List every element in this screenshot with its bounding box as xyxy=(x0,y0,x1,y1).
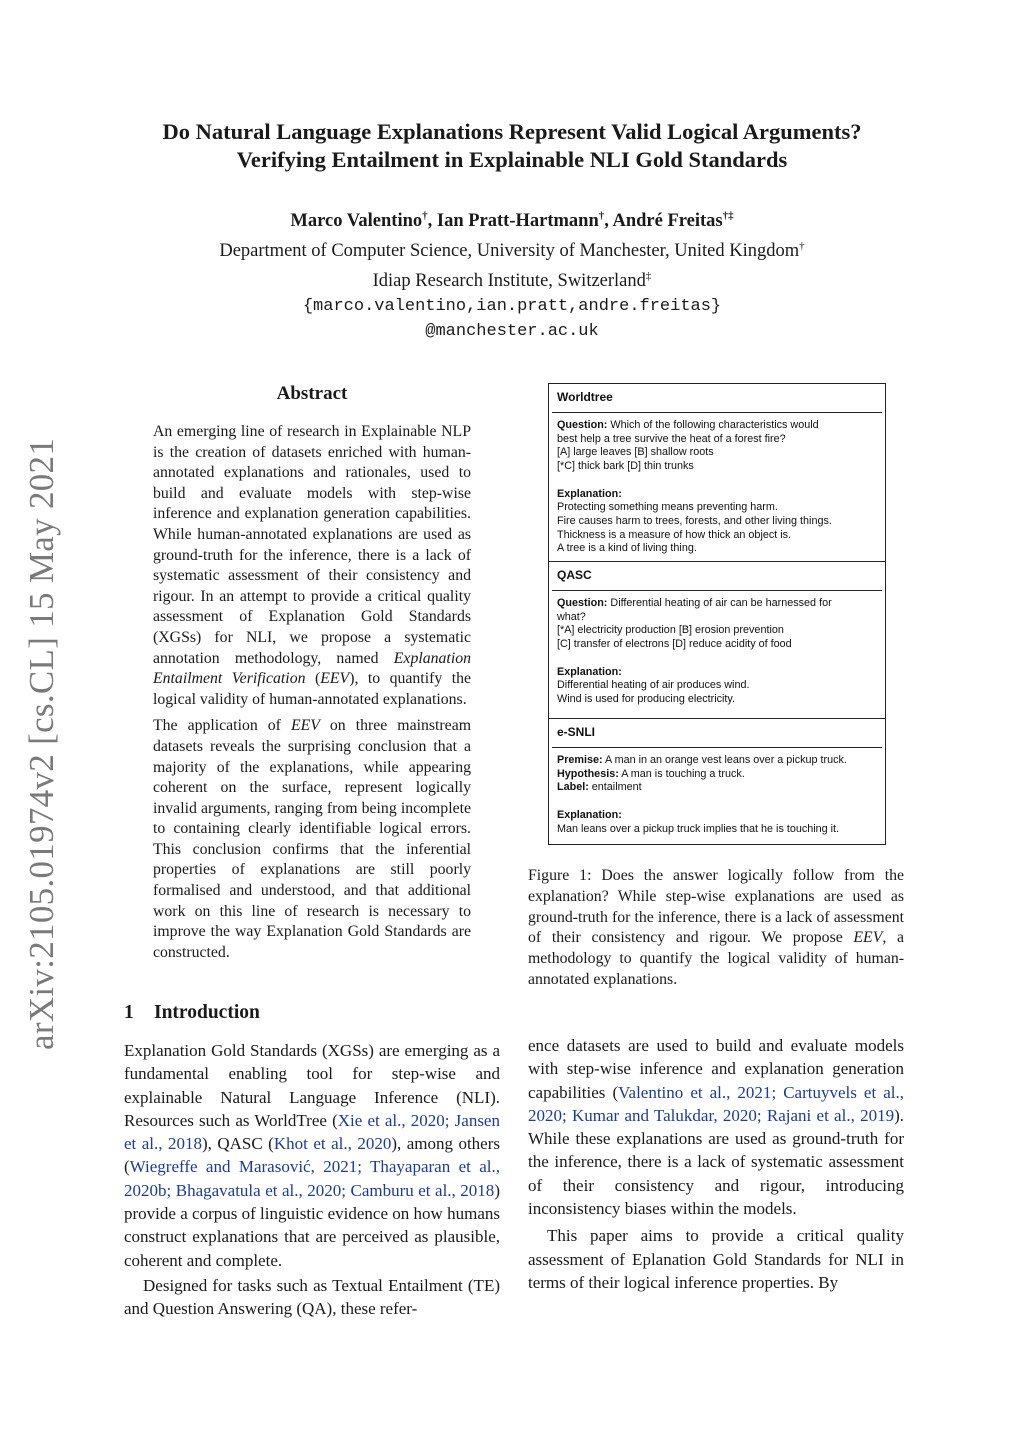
figure-worldtree-section xyxy=(549,384,885,556)
author-3: André Freitas xyxy=(612,211,723,232)
abstract-paragraph-2 xyxy=(153,716,471,963)
citation-link[interactable]: Rajani et al., 2019 xyxy=(766,1105,895,1125)
author-2-mark: † xyxy=(598,210,605,222)
affiliation-2-text: Idiap Research Institute, Switzerland xyxy=(372,271,646,292)
answer-options: [*A] electricity production [B] erosion prevention xyxy=(557,624,784,637)
figure-esnli-section xyxy=(549,718,885,836)
question-text: Differential heating of air can be harnessed for xyxy=(607,597,832,609)
esnli-heading: e-SNLI xyxy=(557,725,596,739)
intro-text: ), among others ( xyxy=(124,1134,500,1177)
affiliation-1-mark: † xyxy=(799,240,805,253)
paper-title xyxy=(100,118,924,174)
qasc-heading: QASC xyxy=(557,568,592,582)
caption-text-end: , a methodology to quantify the logical validity of human-annotated explanations. xyxy=(528,929,904,988)
citation-link[interactable]: Jansen et al., 2018 xyxy=(124,1110,500,1154)
explanation-label: Explanation: xyxy=(557,665,622,678)
email-line-2: @manchester.ac.uk xyxy=(425,322,599,342)
email-line-1: {marco.valentino,ian.pratt,andre.freitas} xyxy=(302,297,722,317)
author-sep: , xyxy=(604,211,613,232)
section-heading xyxy=(124,1002,260,1024)
intro-text: ). While these explanations are used as ground-truth for the inference, there is a lack of systematic assessment of their consistency and rigour, introducing inconsistency biases within the models. xyxy=(528,1105,904,1219)
abstract-p1-text: An emerging line of research in Explainable NLP is the creation of datasets enriched with human-annotated explanations and rationales, used to build and evaluate models with step-wise inference and explanation generation capabilities. While human-annotated explanations are used as ground-truth for the inference, there is a lack of systematic assessment of their consistency and rigour. In an attempt to provide a critical quality assessment of Explanation Gold Standards (XGSs) for NLI, we propose a systematic annotation methodology, named xyxy=(153,423,471,667)
answer-options: [C] transfer of electrons [D] reduce acidity of food xyxy=(557,638,792,651)
caption-eev: EEV xyxy=(853,929,883,947)
esnli-body xyxy=(549,748,885,836)
citation-sep: ; xyxy=(771,1082,784,1102)
citation-sep: ; xyxy=(166,1180,176,1200)
citation-link[interactable]: Thayaparan et al., 2020b xyxy=(124,1157,500,1200)
abstract-p1-eev: EEV xyxy=(320,670,350,688)
author-1: Marco Valentino xyxy=(290,211,423,232)
worldtree-body xyxy=(549,413,885,556)
worldtree-question xyxy=(557,419,877,433)
citation-link[interactable]: Xie et al., 2020 xyxy=(337,1110,445,1130)
abstract-p1-end: ), to quantify the logical validity of human-annotated explanations. xyxy=(153,670,472,708)
citation-link[interactable]: Bhagavatula et al., 2020 xyxy=(175,1180,342,1200)
question-text-cont: best help a tree survive the heat of a forest fire? xyxy=(557,432,786,445)
explanation-fact: Fire causes harm to trees, forests, and other living things. xyxy=(557,514,832,527)
explanation-label: Explanation: xyxy=(557,487,622,500)
intro-text: ence datasets are used to build and evaluate models with step-wise inference and explanation generation capabilities ( xyxy=(528,1036,904,1102)
intro-text: ), QASC ( xyxy=(201,1134,274,1154)
esnli-premise xyxy=(557,754,877,768)
affiliation-2 xyxy=(100,264,924,294)
abstract-p1-paren: ( xyxy=(305,670,321,688)
affiliation-1-text: Department of Computer Science, University of Manchester, United Kingdom xyxy=(219,241,800,262)
citation-sep: ; xyxy=(444,1110,455,1130)
question-text-cont: what? xyxy=(557,610,586,623)
intro-paragraph-4: This paper aims to provide a critical quality assessment of Eplanation Gold Standards for NLI in terms of their logical inference properties. By xyxy=(528,1226,904,1292)
author-sep: , xyxy=(427,211,437,232)
question-label: Question: xyxy=(557,419,608,431)
worldtree-heading: Worldtree xyxy=(557,390,613,404)
hypothesis-text: A man is touching a truck. xyxy=(618,767,745,780)
intro-text: Explanation Gold Standards (XGSs) are emerging as a fundamental enabling tool for step-wise and explainable Natural Language Inference (NLI). Resources such as WorldTree ( xyxy=(124,1041,500,1130)
figure-qasc-section xyxy=(549,561,885,707)
citation-link[interactable]: Khot et al., 2020 xyxy=(273,1134,392,1154)
intro-left-column xyxy=(124,1039,500,1321)
intro-text: ) provide a corpus of linguistic evidence on how humans construct explanations that are perceived as plausible, coherent and complete. xyxy=(124,1180,500,1270)
author-names xyxy=(100,204,924,234)
qasc-question xyxy=(557,597,877,611)
explanation-fact: Differential heating of air produces wind. xyxy=(557,679,750,692)
explanation-fact: A tree is a kind of living thing. xyxy=(557,542,697,555)
author-3-mark: †‡ xyxy=(722,210,734,222)
affiliation-2-mark: ‡ xyxy=(645,270,652,283)
qasc-body xyxy=(549,591,885,707)
intro-right-column xyxy=(528,1034,904,1294)
abstract-paragraph-1 xyxy=(153,422,471,710)
answer-options: [*C] thick bark [D] thin trunks xyxy=(557,460,694,473)
affiliation-1 xyxy=(100,234,924,264)
answer-options: [A] large leaves [B] shallow roots xyxy=(557,446,714,459)
title-line-1: Do Natural Language Explanations Represent Valid Logical Arguments? xyxy=(162,119,862,144)
hypothesis-label: Hypothesis: xyxy=(557,767,619,780)
explanation-fact: Thickness is a measure of how thick an object is. xyxy=(557,528,792,541)
explanation-fact: Protecting something means preventing harm. xyxy=(557,501,778,514)
label-label: Label: xyxy=(557,781,589,794)
abstract-p2-text: on three mainstream datasets reveals the surprising conclusion that a majority of the explanations, while appearing coherent on the surface, represent logically invalid arguments, ranging from being incomplete to containing clearly identifiable logical errors. This conclusion confirms that the inferential properties of explanations are still poorly formalised and understood, and that additional work on this line of research is necessary to improve the way Explanation Gold Standards are constructed. xyxy=(153,717,471,961)
section-title: Introduction xyxy=(154,1002,260,1023)
arxiv-stamp: arXiv:2105.01974v2 [cs.CL] 15 May 2021 xyxy=(22,437,61,1050)
esnli-label xyxy=(557,781,877,795)
premise-text: A man in an orange vest leans over a pickup truck. xyxy=(602,754,847,766)
citation-link[interactable]: Camburu et al., 2018 xyxy=(350,1180,495,1200)
section-number: 1 xyxy=(124,1002,134,1023)
abstract-heading: Abstract xyxy=(276,383,348,404)
figure-1-box xyxy=(548,383,886,845)
citation-link[interactable]: Valentino et al., 2021 xyxy=(618,1082,772,1102)
abstract-p1-italic: Explanation Entailment Verification xyxy=(153,649,471,688)
intro-paragraph-2: Designed for tasks such as Textual Entailment (TE) and Question Answering (QA), these refer- xyxy=(124,1275,500,1319)
author-block xyxy=(100,204,924,344)
citation-sep: ; xyxy=(341,1180,351,1200)
explanation-fact: Man leans over a pickup truck implies that he is touching it. xyxy=(557,822,840,835)
citation-sep: ; xyxy=(562,1105,572,1125)
label-text: entailment xyxy=(588,781,642,794)
citation-link[interactable]: Kumar and Talukdar, 2020 xyxy=(571,1105,757,1125)
title-line-2: Verifying Entailment in Explainable NLI Gold Standards xyxy=(236,147,788,172)
esnli-hypothesis xyxy=(557,768,877,782)
author-1-mark: † xyxy=(422,210,428,222)
citation-sep: ; xyxy=(357,1157,370,1177)
abstract-p2-eev: EEV xyxy=(290,717,320,735)
premise-label: Premise: xyxy=(557,754,603,766)
abstract-p2-start: The application of xyxy=(153,717,291,735)
question-text: Which of the following characteristics would xyxy=(607,419,819,431)
intro-paragraph-1 xyxy=(124,1039,500,1272)
citation-link[interactable]: Cartuyvels et al., 2020 xyxy=(528,1082,904,1125)
figure-caption xyxy=(528,866,904,991)
citation-sep: ; xyxy=(756,1105,767,1125)
citation-link[interactable]: Wiegreffe and Marasović, 2021 xyxy=(129,1157,358,1177)
author-2: Ian Pratt-Hartmann xyxy=(436,211,599,232)
explanation-label: Explanation: xyxy=(557,808,622,821)
caption-text: Figure 1: Does the answer logically follow from the explanation? While step-wise explanations are used as ground-truth for the inference, there is a lack of assessment of their consistency and rigour. We propose xyxy=(528,867,904,947)
explanation-fact: Wind is used for producing electricity. xyxy=(557,692,736,705)
question-label: Question: xyxy=(557,597,608,609)
intro-paragraph-3 xyxy=(528,1034,904,1220)
abstract-body xyxy=(153,422,471,969)
